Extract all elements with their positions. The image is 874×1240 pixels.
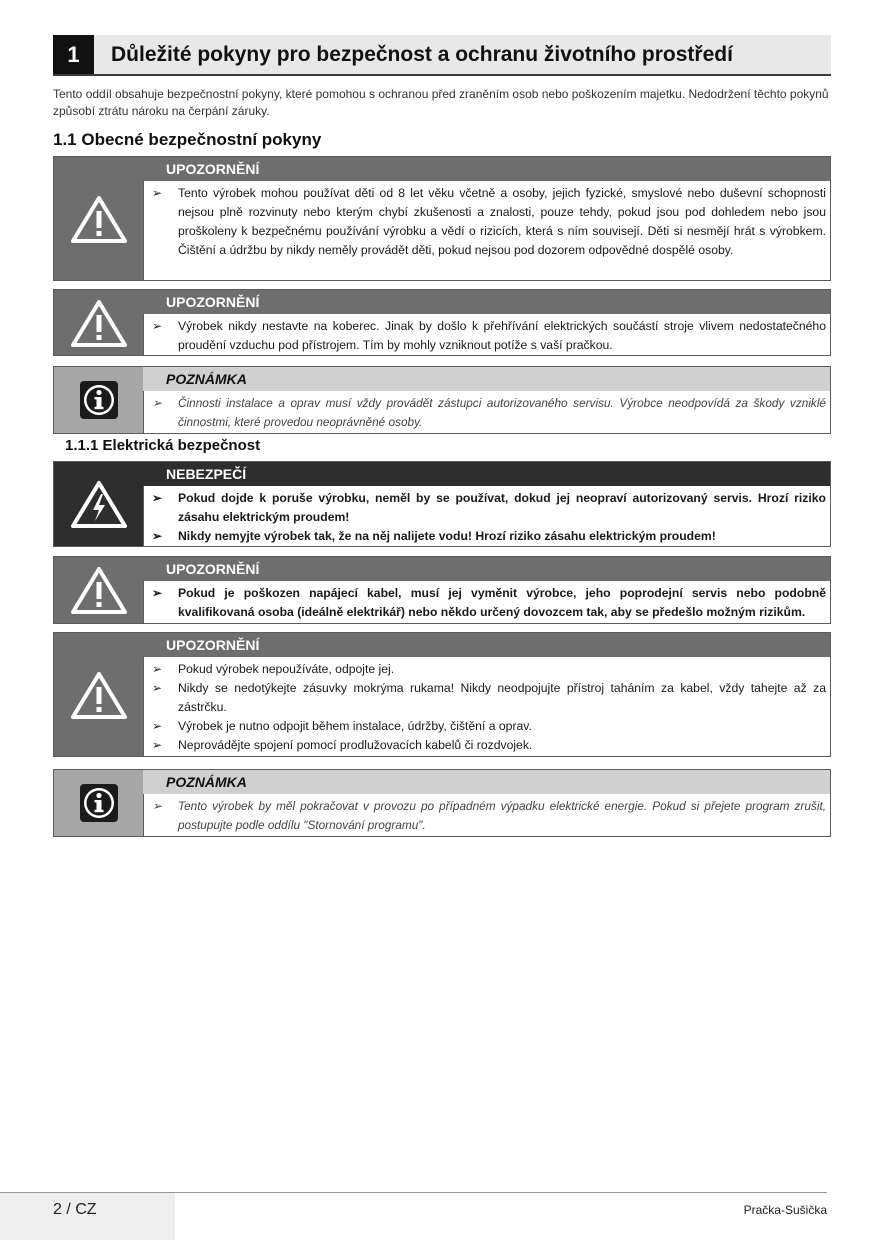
box-body: [143, 314, 830, 355]
list-item: ➢ Nikdy nemyjte výrobek tak, že na něj nalijete vodu! Hrozí riziko zásahu elektrickým proudem!: [150, 527, 826, 546]
list-item: ➢ Pokud dojde k poruše výrobku, neměl by se používat, dokud jej neopraví autorizovaný servis. Hrozí riziko zásahu elektrickým proudem!: [150, 489, 826, 527]
info-icon: [79, 783, 119, 823]
list-item: ➢ Výrobek nikdy nestavte na koberec. Jinak by došlo k přehřívání elektrických součástí stroje vlivem nedostatečného proudění vzduchu pod přístrojem. Tím by mohly vzniknout potíže s vaší pračkou.: [150, 317, 826, 355]
note-box-power-failure: [53, 769, 831, 837]
box-body: [143, 794, 830, 836]
warning-triangle-icon: [70, 298, 128, 348]
warning-triangle-icon: [70, 194, 128, 244]
box-body: [143, 391, 830, 433]
subsection-heading-electrical: 1.1.1 Elektrická bezpečnost: [65, 437, 261, 454]
list-item: ➢ Činnosti instalace a oprav musí vždy provádět zástupci autorizovaného servisu. Výrobce neodpovídá za škody vzniklé činnostmi, které provedou neoprávněné osoby.: [150, 394, 826, 432]
info-icon: [79, 380, 119, 420]
warning-box-carpet: [53, 289, 831, 356]
intro-paragraph: Tento oddíl obsahuje bezpečnostní pokyny, které pomohou s ochranou před zraněním osob nebo poškozením majetku. Nedodržení těchto pokynů způsobí ztrátu nároku na čerpání záruky.: [53, 87, 829, 118]
section-header: [53, 35, 831, 76]
warning-icon-cell: [54, 633, 143, 756]
list-item: ➢ Nikdy se nedotýkejte zásuvky mokrýma rukama! Nikdy neodpojujte přístroj taháním za kabel, vždy tahejte až za zástrčku.: [150, 679, 826, 717]
list-item: ➢ Pokud je poškozen napájecí kabel, musí jej vyměnit výrobce, jeho poprodejní servis nebo podobně kvalifikovaná osoba (ideálně elektrikář) nebo někdo určený dovozcem tak, aby se předešlo možným rizikům.: [150, 584, 826, 622]
danger-icon-cell: [54, 462, 143, 546]
warning-triangle-icon: [70, 670, 128, 720]
list-item: ➢ Neprovádějte spojení pomocí prodlužovacích kabelů či rozdvojek.: [150, 736, 826, 755]
box-body: [143, 486, 830, 546]
warning-box-children: [53, 156, 831, 281]
note-icon-cell: [54, 367, 143, 433]
warning-icon-cell: [54, 557, 143, 623]
danger-box-electric: [53, 461, 831, 547]
footer-product-name: Pračka-Sušička: [743, 1203, 827, 1217]
electric-hazard-icon: [70, 479, 128, 529]
subsection-heading-general: 1.1 Obecné bezpečnostní pokyny: [53, 130, 322, 149]
footer-page-number: 2 / CZ: [53, 1201, 97, 1218]
list-item: ➢ Tento výrobek by měl pokračovat v provozu po případném výpadku elektrické energie. Pokud si přejete program zrušit, postupujte podle oddílu "Stornování programu".: [150, 797, 826, 835]
list-item: ➢ Pokud výrobek nepoužíváte, odpojte jej.: [150, 660, 826, 679]
box-body: [143, 657, 830, 756]
note-box-service: [53, 366, 831, 434]
box-body: [143, 181, 830, 280]
box-label: POZNÁMKA: [143, 770, 830, 794]
warning-icon-cell: [54, 290, 143, 355]
box-label: NEBEZPEČÍ: [143, 462, 830, 486]
warning-box-cable: [53, 556, 831, 624]
warning-triangle-icon: [70, 565, 128, 615]
warning-icon-cell: [54, 157, 143, 280]
note-icon-cell: [54, 770, 143, 836]
section-title: Důležité pokyny pro bezpečnost a ochranu životního prostředí: [111, 43, 733, 66]
box-label: UPOZORNĚNÍ: [143, 633, 830, 657]
section-number: 1: [53, 35, 94, 74]
box-body: [143, 581, 830, 623]
box-label: UPOZORNĚNÍ: [143, 557, 830, 581]
list-item: ➢ Tento výrobek mohou používat děti od 8 let věku včetně a osoby, jejich fyzické, smyslové nebo duševní schopnosti nejsou plně rozvinuty nebo kterým chybí zkušenosti a znalosti, pouze tehdy, pokud jsou pod dohledem nebo jsou proškoleny k bezpečnému používání výrobku a vědí o rizicích, která s ním souvisejí. Děti si nesmějí hrát s výrobkem. Čištění a údržbu by nikdy neměly provádět děti, pokud nejsou pod dozorem odpovědné dospělé osoby.: [150, 184, 826, 260]
list-item: ➢ Výrobek je nutno odpojit během instalace, údržby, čištění a oprav.: [150, 717, 826, 736]
box-label: UPOZORNĚNÍ: [143, 157, 830, 181]
warning-box-unplug: [53, 632, 831, 757]
box-label: POZNÁMKA: [143, 367, 830, 391]
box-label: UPOZORNĚNÍ: [143, 290, 830, 314]
